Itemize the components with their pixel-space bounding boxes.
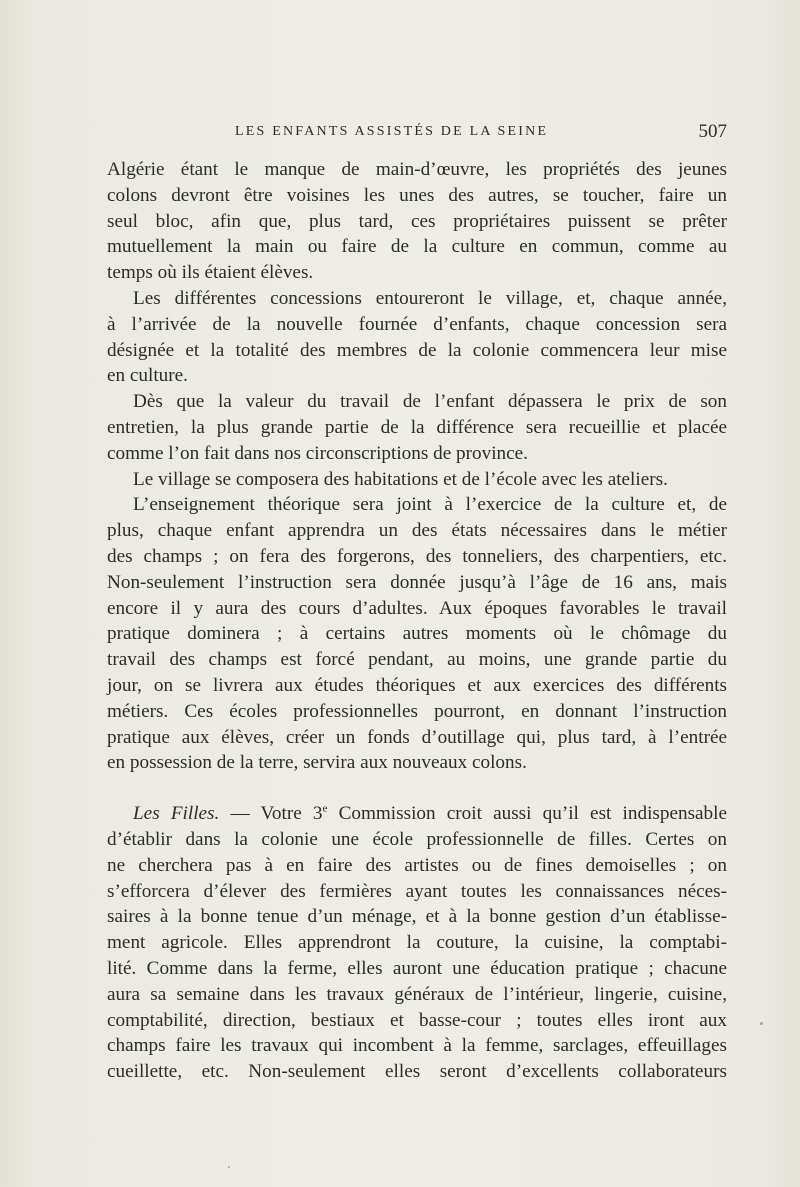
page-header <box>235 120 727 144</box>
text-line: entretien, la plus grande partie de la différence sera recueillie et placée <box>107 416 727 438</box>
text-line: temps où ils étaient élèves. <box>107 262 314 284</box>
text-line: travail des champs est forcé pendant, au moins, une grande partie du <box>107 649 727 671</box>
section-heading-les-filles: Les Filles. <box>133 803 220 825</box>
text-line: colons devront être voisines les unes des autres, se toucher, faire un <box>107 184 727 206</box>
paragraph-algerie <box>107 157 727 286</box>
text-line: Les différentes concessions entoureront le village, et, chaque année, <box>133 287 727 309</box>
text-line <box>107 801 727 827</box>
text-line: comptabilité, direction, bestiaux et basse-cour ; toutes elles iront aux <box>107 1009 727 1031</box>
text-line: pratique aux élèves, créer un fonds d’outillage qui, plus tard, à l’entrée <box>107 726 727 748</box>
text-line: désignée et la totalité des membres de la colonie commencera leur mise <box>107 339 727 361</box>
text-fragment: — Votre 3 <box>219 803 323 825</box>
text-line: pratique dominera ; à certains autres moments où le chômage du <box>107 623 727 645</box>
text-line: encore il y aura des cours d’adultes. Aux époques favorables le travail <box>107 597 727 619</box>
text-line: comme l’on fait dans nos circonscriptions de province. <box>107 442 528 464</box>
text-line: en possession de la terre, servira aux nouveaux colons. <box>107 752 527 774</box>
text-line: aura sa semaine dans les travaux généraux de l’intérieur, lingerie, cuisine, <box>107 983 727 1005</box>
text-line: seul bloc, afin que, plus tard, ces propriétaires puissent se prêter <box>107 210 727 232</box>
text-line: Algérie étant le manque de main-d’œuvre, les propriétés des jeunes <box>107 159 727 180</box>
paper-speck <box>760 1022 763 1025</box>
text-line: champs faire les travaux qui incombent à la femme, sarclages, effeuillages <box>107 1035 727 1057</box>
section-gap <box>107 776 727 801</box>
text-line: des champs ; on fera des forgerons, des tonneliers, des charpentiers, etc. <box>107 545 727 567</box>
text-fragment: Commission croit aussi qu’il est indispensable <box>327 803 727 825</box>
paragraph-les-filles <box>107 801 727 1085</box>
text-line: s’efforcera d’élever des fermières ayant toutes les connaissances néces- <box>107 880 727 902</box>
text-line: d’établir dans la colonie une école professionnelle de filles. Certes on <box>107 828 727 850</box>
text-line: métiers. Ces écoles professionnelles pourront, en donnant l’instruction <box>107 700 727 722</box>
text-line: Le village se composera des habitations et de l’école avec les ateliers. <box>133 468 668 490</box>
text-line: Dès que la valeur du travail de l’enfant dépassera le prix de son <box>133 391 727 413</box>
text-line: mutuellement la main ou faire de la culture en commun, comme au <box>107 236 727 258</box>
text-line: plus, chaque enfant apprendra un des états nécessaires dans le métier <box>107 520 727 542</box>
text-line: ment agricole. Elles apprendront la couture, la cuisine, la comptabi- <box>107 932 727 954</box>
text-line: Non-seulement l’instruction sera donnée jusqu’à l’âge de 16 ans, mais <box>107 571 727 593</box>
paragraph-valeur-travail <box>107 389 727 466</box>
superscript: e <box>322 802 328 815</box>
text-line: jour, on se livrera aux études théoriques et aux exercices des différents <box>107 674 727 696</box>
text-line: cueillette, etc. Non-seulement elles seront d’excellents collaborateurs <box>107 1061 727 1083</box>
text-line: ne cherchera pas à en faire des artistes ou de fines demoiselles ; on <box>107 854 727 876</box>
running-title: LES ENFANTS ASSISTÉS DE LA SEINE <box>235 124 549 139</box>
text-line: lité. Comme dans la ferme, elles auront une éducation pratique ; chacune <box>107 957 727 979</box>
paragraph-enseignement <box>107 492 727 776</box>
text-line: en culture. <box>107 365 188 387</box>
page-number: 507 <box>698 121 727 142</box>
body-text <box>107 157 727 1085</box>
paragraph-village <box>107 467 727 493</box>
paragraph-concessions <box>107 286 727 389</box>
paper-speck <box>228 1166 230 1168</box>
text-line: L’enseignement théorique sera joint à l’exercice de la culture et, de <box>133 494 727 516</box>
text-line: saires à la bonne tenue d’un ménage, et à la bonne gestion d’un établisse- <box>107 906 727 928</box>
text-line: à l’arrivée de la nouvelle fournée d’enfants, chaque concession sera <box>107 313 727 335</box>
